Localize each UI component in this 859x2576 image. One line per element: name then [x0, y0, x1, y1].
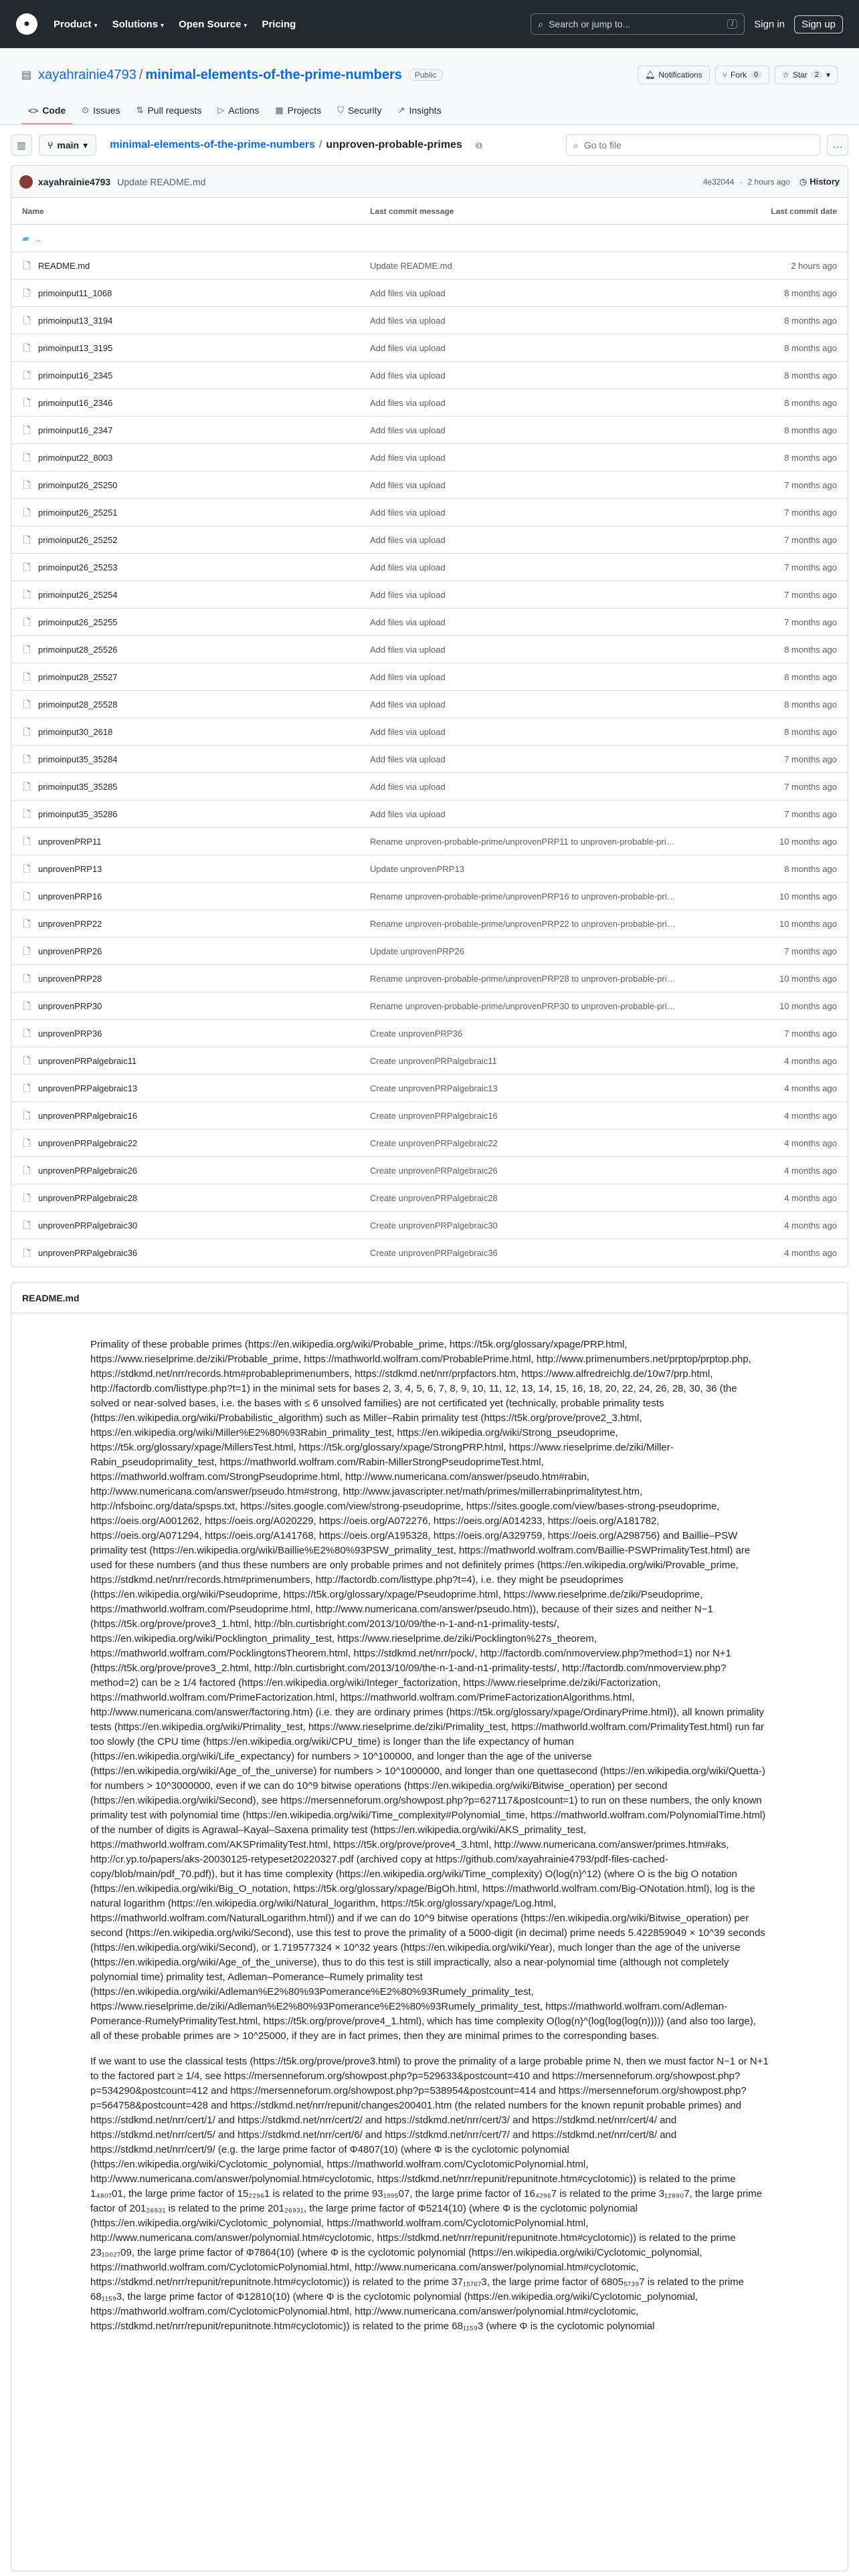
file-icon: 🗋︎ — [23, 397, 31, 408]
file-icon: 🗋︎ — [23, 1247, 31, 1259]
file-commit-message[interactable]: Add files via upload — [370, 425, 446, 435]
history-label: History — [809, 177, 840, 187]
tab-label: Pull requests — [147, 105, 202, 116]
column-header-message: Last commit message — [370, 206, 454, 216]
parent-directory-link[interactable]: .. — [35, 233, 41, 243]
file-icon: 🗋︎ — [23, 562, 31, 572]
chevron-down-icon: ▾ — [94, 21, 98, 29]
table-row[interactable] — [11, 389, 848, 417]
repo-name-link[interactable]: minimal-elements-of-the-prime-numbers — [145, 67, 402, 82]
file-commit-message[interactable]: Update unprovenPRP26 — [370, 946, 464, 956]
file-commit-date: 8 months ago — [784, 644, 837, 655]
go-to-file-placeholder: Go to file — [583, 140, 622, 150]
file-name-link[interactable]: unprovenPRPalgebraic11 — [38, 1055, 137, 1066]
tab-label: Issues — [93, 105, 120, 116]
readme-content — [11, 1313, 848, 2334]
file-commit-message[interactable]: Update unprovenPRP13 — [370, 863, 464, 874]
file-name-link[interactable]: primoinput13_3195 — [38, 342, 113, 353]
file-commit-message[interactable]: Create unprovenPRPalgebraic22 — [370, 1138, 498, 1148]
file-commit-date: 10 months ago — [779, 1000, 837, 1011]
bell-icon: 🔔︎ — [645, 70, 656, 80]
chevron-down-icon: ▾ — [83, 139, 88, 150]
table-row[interactable] — [11, 773, 848, 800]
file-name-link[interactable]: unprovenPRPalgebraic36 — [38, 1248, 138, 1258]
file-icon: 🗋︎ — [23, 1055, 31, 1066]
repo-separator: / — [138, 67, 143, 82]
file-commit-message[interactable]: Add files via upload — [370, 589, 446, 600]
sidebar-toggle-icon[interactable]: ▥ — [11, 134, 32, 156]
sign-in-link[interactable]: Sign in — [754, 18, 785, 30]
table-row[interactable] — [11, 252, 848, 280]
table-row[interactable] — [11, 800, 848, 828]
file-rows — [11, 252, 848, 1267]
file-commit-date: 8 months ago — [784, 315, 837, 326]
table-row[interactable] — [11, 280, 848, 307]
file-commit-message[interactable]: Create unprovenPRPalgebraic28 — [370, 1192, 498, 1203]
search-shortcut-key: / — [727, 19, 737, 29]
file-name-link[interactable]: primoinput28_25527 — [38, 671, 118, 682]
readme-paragraph: If we want to use the classical tests (https://t5k.org/prove/prove3.html) to prove the primality of a large probable prime N, then we must factor N−1 or N+1 to the factored part ≥ 1/4, see https://mersenneforum.org/showpost.php?p=529633&postcount=410 and https://mersenneforum.org/showpost.php?p=534290&postcount=412 and https://mersenneforum.org/showpost.php?p=538954&postcount=414 and https://mersenneforum.org/showpost.php?p=564758&postcount=428 and https://stdkmd.net/nrr/repunit/changes200401.htm (the related numbers for the known repunit probable primes) and https://stdkmd.net/nrr/cert/1/ and https://stdkmd.net/nrr/cert/2/ and https://stdkmd.net/nrr/cert/3/ and https://stdkmd.net/nrr/cert/4/ and https://stdkmd.net/nrr/cert/5/ and https://stdkmd.net/nrr/cert/6/ and https://stdkmd.net/nrr/cert/7/ and https://stdkmd.net/nrr/cert/8/ and https://stdkmd.net/nrr/cert/9/ (e.g. the large prime factor of Φ4807(10) (where Φ is the cyclotomic polynomial (https://en.wikipedia.org/wiki/Cyclotomic_polynomial, https://mathworld.wolfram.com/CyclotomicPolynomial.html, http://www.numericana.com/answer/polynomial.htm#cyclotomic, https://stdkmd.net/nrr/repunit/repunitnote.htm#cyclotomic)) is related to the prime 1₄₈₀₇01, the large prime factor of 15₂₂₉₆1 is related to the prime 93₁₉₉₅07, the large prime factor of 16₄₂₉₆7 is related to the prime 3₁₂₈₉₀7, the large prime factor of 201₂₆₉₃₁ is related to the prime 201₂₆₉₃₁, the large prime factor of Φ5214(10) (where Φ is the cyclotomic polynomial (https://en.wikipedia.org/wiki/Cyclotomic_polynomial, https://mathworld.wolfram.com/CyclotomicPolynomial.html, http://www.numericana.com/answer/polynomial.htm#cyclotomic, https://stdkmd.net/nrr/repunit/repunitnote.htm#cyclotomic)) is related to the prime 23₁₀₀₂₇09, the large prime factor of Φ7864(10) (where Φ is the cyclotomic polynomial (https://en.wikipedia.org/wiki/Cyclotomic_polynomial, https://mathworld.wolfram.com/CyclotomicPolynomial.html, http://www.numericana.com/answer/polynomial.htm#cyclotomic, https://stdkmd.net/nrr/repunit/repunitnote.htm#cyclotomic)) is related to the prime 37₁₅₇₆₇3, the large prime factor of 6805₅₇₃₉7 is related to the prime 68₁₁₅₉3, the large prime factor of Φ12810(10) (where Φ is the cyclotomic polynomial (https://en.wikipedia.org/wiki/Cyclotomic_polynomial, https://mathworld.wolfram.com/CyclotomicPolynomial.html, http://www.numericana.com/answer/polynomial.htm#cyclotomic, https://stdkmd.net/nrr/repunit/repunitnote.htm#cyclotomic)) is related to the prime 68₁₁₅₉3 (where Φ is the cyclotomic polynomial — [90, 2056, 769, 2332]
file-name-link[interactable]: primoinput35_35286 — [38, 809, 118, 819]
file-commit-date: 8 months ago — [784, 671, 837, 682]
table-row[interactable] — [11, 691, 848, 718]
repo-tabs — [21, 98, 838, 124]
file-commit-message[interactable]: Rename unproven-probable-prime/unprovenPRP16 to unproven-probable-pri… — [370, 891, 676, 901]
file-commit-date: 10 months ago — [779, 891, 837, 901]
file-commit-date: 7 months ago — [784, 534, 837, 545]
file-name-link[interactable]: unprovenPRPalgebraic16 — [38, 1110, 138, 1121]
file-commit-date: 7 months ago — [784, 507, 837, 518]
file-commit-date: 10 months ago — [779, 973, 837, 984]
parent-directory-row[interactable] — [11, 225, 848, 252]
file-name-link[interactable]: unprovenPRP13 — [38, 863, 102, 874]
play-icon: ▷ — [217, 105, 225, 115]
tab-security[interactable] — [330, 98, 388, 124]
file-icon: 🗋︎ — [23, 726, 31, 737]
file-commit-date: 8 months ago — [784, 726, 837, 737]
table-row[interactable] — [11, 910, 848, 938]
file-name-link[interactable]: unprovenPRP11 — [38, 836, 102, 847]
file-commit-date: 8 months ago — [784, 452, 837, 463]
file-name-link[interactable]: primoinput16_2347 — [38, 425, 113, 435]
fork-icon: ⑂ — [722, 70, 727, 80]
fork-label: Fork — [730, 70, 747, 80]
file-commit-date: 8 months ago — [784, 370, 837, 381]
file-commit-message[interactable]: Add files via upload — [370, 809, 446, 819]
file-commit-message[interactable]: Add files via upload — [370, 617, 446, 627]
file-icon: 🗋︎ — [23, 315, 31, 326]
graph-icon: ↗ — [397, 105, 405, 115]
file-icon: 🗋︎ — [23, 1083, 31, 1093]
tab-projects[interactable] — [268, 98, 328, 124]
more-options-icon[interactable]: … — [827, 134, 848, 156]
history-button[interactable] — [799, 177, 840, 187]
file-commit-message[interactable]: Create unprovenPRPalgebraic11 — [370, 1055, 497, 1066]
nav-solutions[interactable]: Solutions ▾ — [112, 18, 165, 30]
file-name-link[interactable]: primoinput22_8003 — [38, 452, 113, 463]
star-label: Star — [792, 70, 807, 80]
file-icon: 🗋︎ — [23, 260, 31, 271]
file-commit-date: 4 months ago — [784, 1192, 837, 1203]
file-commit-message[interactable]: Add files via upload — [370, 671, 446, 682]
file-icon: 🗋︎ — [23, 754, 31, 764]
file-commit-message[interactable]: Rename unproven-probable-prime/unprovenPRP22 to unproven-probable-pri… — [370, 918, 676, 929]
star-button[interactable] — [775, 66, 838, 84]
chevron-down-icon: ▾ — [244, 21, 248, 29]
table-row[interactable] — [11, 417, 848, 444]
tab-actions[interactable] — [211, 98, 266, 124]
table-row[interactable] — [11, 1239, 848, 1267]
file-commit-message[interactable]: Add files via upload — [370, 781, 446, 792]
github-logo-icon[interactable]: ● — [16, 13, 37, 35]
nav-product[interactable]: Product ▾ — [54, 18, 98, 30]
repo-header — [0, 48, 859, 125]
table-row[interactable] — [11, 718, 848, 746]
file-commit-message[interactable]: Add files via upload — [370, 726, 446, 737]
file-commit-date: 8 months ago — [784, 397, 837, 408]
readme-paragraph: Primality of these probable primes (https://en.wikipedia.org/wiki/Probable_prime, https://t5k.org/glossary/xpage/PRP.html, https://www.rieselprime.de/ziki/Probable_prime, https://mathworld.wolfram.com/ProbablePrime.html, http://www.primenumbers.net/prptop/prptop.php, https://stdkmd.net/nrr/records.htm#probableprimenumbers, https://stdkmd.net/nrr/prpfactors.htm, https://www.alfredreichlg.de/10w7/prp.html, http://factordb.com/listtype.php?t=1) in the minimal sets for bases 2, 3, 4, 5, 6, 7, 8, 9, 10, 11, 12, 13, 14, 15, 16, 18, 20, 22, 24, 26, 28, 30, 36 (the solved or near-solved bases, i.e. the bases with ≤ 6 unsolved families) are not certificated yet (technically, probable primality tests (https://en.wikipedia.org/wiki/Probabilistic_algorithm) such as Miller–Rabin primality test (https://t5k.org/prove/prove2_3.html, https://en.wikipedia.org/wiki/Miller%E2%80%93Rabin_primality_test, https://en.wikipedia.org/wiki/Strong_pseudoprime, https://t5k.org/glossary/xpage/MillersTest.html, https://t5k.org/glossary/xpage/StrongPRP.html, https://www.rieselprime.de/ziki/Miller-Rabin_pseudoprimality_test, https://mathworld.wolfram.com/Rabin-MillerStrongPseudoprimeTest.html, https://mathworld.wolfram.com/StrongPseudoprime.html, http://www.numericana.com/answer/pseudo.htm#rabin, http://www.numericana.com/answer/pseudo.htm#strong, http://www.javascripter.net/math/primes/millerrabinprimalitytest.htm, http://nfsboinc.org/data/spsps.txt, https://sites.google.com/view/strong-pseudoprime, https://sites.google.com/view/bases-strong-pseudoprime, https://oeis.org/A001262, https://oeis.org/A020229, https://oeis.org/A072276, https://oeis.org/A014233, https://oeis.org/A181782, https://oeis.org/A071294, https://oeis.org/A141768, https://oeis.org/A195328, https://oeis.org/A329759, https://oeis.org/A298756) and Baillie–PSW primality test (https://en.wikipedia.org/wiki/Baillie%E2%80%93PSW_primality_test, https://mathworld.wolfram.com/Baillie-PSWPrimalityTest.html) are used for these numbers (and thus these numbers are only probable primes and not definitely primes (https://en.wikipedia.org/wiki/Provable_prime, https://stdkmd.net/nrr/records.htm#primenumbers, http://factordb.com/listtype.php?t=4), i.e. they might be pseudoprimes (https://en.wikipedia.org/wiki/Pseudoprime, https://t5k.org/glossary/xpage/Pseudoprime.html, https://www.rieselprime.de/ziki/Pseudoprime, https://mathworld.wolfram.com/Pseudoprime.html, http://www.numericana.com/answer/pseudo.htm)), because of their sizes and neither N−1 (https://t5k.org/prove/prove3_1.html, http://bln.curtisbright.com/2013/10/09/the-n-1-and-n1-primality-tests/, https://en.wikipedia.org/wiki/Pocklington_primality_test, https://www.rieselprime.de/ziki/Pocklington%27s_theorem, https://mathworld.wolfram.com/PocklingtonsTheorem.html, https://stdkmd.net/nrr/pock/, http://factordb.com/nmoverview.php?method=1) nor N+1 (https://t5k.org/prove/prove3_2.html, http://bln.curtisbright.com/2013/10/09/the-n-1-and-n1-primality-tests/, http://factordb.com/nmoverview.php?method=2) can be ≥ 1/4 factored (https://en.wikipedia.org/wiki/Integer_factorization, https://www.rieselprime.de/ziki/Factorization, https://mathworld.wolfram.com/PrimeFactorization.html, https://mathworld.wolfram.com/PrimeFactorizationAlgorithms.html, http://www.numericana.com/answer/factoring.htm) (i.e. they are ordinary primes (https://t5k.org/glossary/xpage/OrdinaryPrime.html)), all known primality tests (https://en.wikipedia.org/wiki/Primality_test, https://www.rieselprime.de/ziki/Primality_test, https://mathworld.wolfram.com/PrimalityTest.html) run far too slowly (the CPU time (https://en.wikipedia.org/wiki/CPU_time) is longer than the life expectancy of human (https://en.wikipedia.org/wiki/Life_expectancy) for numbers > 10^100000, and longer than the age of the universe (https://en.wikipedia.org/wiki/Age_of_the_universe) for numbers > 10^1000000, and longer than one quettasecond (https://en.wikipedia.org/wiki/Quetta-) for numbers > 10^3000000, even if we can do 10^9 bitwise operations (https://en.wikipedia.org/wiki/Bitwise_operation) per second (https://en.wikipedia.org/wiki/Second), see https://mersenneforum.org/showpost.php?p=627117&postcount=1) to run on these numbers, the only known primality test with polynomial time (https://en.wikipedia.org/wiki/Time_complexity#Polynomial_time, https://mathworld.wolfram.com/PolynomialTime.html) of the number of digits is Agrawal–Kayal–Saxena primality test (https://en.wikipedia.org/wiki/AKS_primality_test, https://mathworld.wolfram.com/AKSPrimalityTest.html, https://t5k.org/prove/prove4_3.html, http://www.numericana.com/answer/primes.htm#aks, http://cr.yp.to/papers/aks-20030125-retypeset20220327.pdf (archived copy at https://github.com/xayahrainie4793/pdf-files-cached-copy/blob/main/pdf_70.pdf)), but it has time complexity (https://en.wikipedia.org/wiki/Time_complexity) O(log(n)^12) (where O is the big O notation (https://en.wikipedia.org/wiki/Big_O_notation, https://t5k.org/glossary/xpage/BigOh.html, https://mathworld.wolfram.com/Big-ONotation.html), log is the natural logarithm (https://en.wikipedia.org/wiki/Natural_logarithm, https://t5k.org/glossary/xpage/Log.html, https://mathworld.wolfram.com/NaturalLogarithm.html)) and if we can do 10^9 bitwise operations (https://en.wikipedia.org/wiki/Bitwise_operation) per second (https://en.wikipedia.org/wiki/Second), use this test to prove the primality of a 5000-digit (in decimal) prime needs 5.422859049 × 10^39 seconds (https://en.wikipedia.org/wiki/Second), or 1.719577324 × 10^32 years (https://en.wikipedia.org/wiki/Year), much longer than the age of the universe (https://en.wikipedia.org/wiki/Age_of_the_universe), thus to do this test is still impractically, also a near-polynomial time (although not completely polynomial time) primality test, Adleman–Pomerance–Rumely primality test (https://en.wikipedia.org/wiki/Adleman%E2%80%93Pomerance%E2%80%93Rumely_primality_test, https://www.rieselprime.de/ziki/Adleman%E2%80%93Pomerance%E2%80%93Rumely_primality_test, https://mathworld.wolfram.com/Adleman-Pomerance-RumelyPrimalityTest.html, https://t5k.org/prove/prove4_1.html), which has time complexity O(log(n)^(log(log(log(n))))) (and also too large), all of these probable primes are > 10^25000, if they are in fact primes, then they are minimal primes to the corresponding bases. — [90, 1339, 766, 2042]
notifications-button[interactable] — [638, 66, 710, 84]
branch-label: main — [57, 140, 80, 150]
file-name-link[interactable]: unprovenPRP22 — [38, 918, 102, 929]
file-commit-date: 4 months ago — [784, 1165, 837, 1176]
tab-code[interactable] — [21, 98, 72, 124]
table-row[interactable] — [11, 1130, 848, 1157]
repo-owner-link[interactable]: xayahrainie4793 — [38, 67, 136, 82]
table-row[interactable] — [11, 362, 848, 389]
table-row[interactable] — [11, 636, 848, 663]
file-commit-message[interactable]: Rename unproven-probable-prime/unprovenPRP11 to unproven-probable-pri… — [370, 836, 675, 847]
file-commit-message[interactable]: Add files via upload — [370, 562, 446, 572]
breadcrumb-current: unproven-probable-primes — [326, 139, 462, 150]
file-icon: 🗋︎ — [23, 452, 31, 463]
file-commit-message[interactable]: Add files via upload — [370, 452, 446, 463]
star-count: 2 — [811, 71, 823, 79]
file-name-link[interactable]: primoinput26_25251 — [38, 507, 118, 518]
fork-count: 0 — [750, 71, 762, 79]
file-name-link[interactable]: primoinput26_25252 — [38, 534, 118, 545]
table-icon: ▦ — [275, 105, 284, 115]
table-row[interactable] — [11, 526, 848, 554]
visibility-badge: Public — [409, 69, 443, 81]
file-icon: 🗋︎ — [23, 918, 31, 929]
folder-icon: ▰ — [22, 232, 29, 243]
file-name-link[interactable]: unprovenPRP16 — [38, 891, 102, 901]
file-icon: 🗋︎ — [23, 342, 31, 353]
file-commit-message[interactable]: Add files via upload — [370, 754, 446, 764]
file-name-link[interactable]: primoinput16_2346 — [38, 397, 113, 408]
file-name-link[interactable]: primoinput35_35284 — [38, 754, 118, 764]
file-icon: 🗋︎ — [23, 1192, 31, 1203]
file-name-link[interactable]: unprovenPRPalgebraic13 — [38, 1083, 138, 1093]
file-commit-date: 2 hours ago — [791, 260, 837, 271]
file-commit-date: 4 months ago — [784, 1110, 837, 1121]
tab-pull-requests[interactable] — [130, 98, 209, 124]
file-commit-message[interactable]: Create unprovenPRPalgebraic26 — [370, 1165, 498, 1176]
commit-hash[interactable]: 4e32044 — [702, 177, 735, 187]
table-row[interactable] — [11, 307, 848, 334]
table-row[interactable] — [11, 471, 848, 499]
file-commit-message[interactable]: Create unprovenPRPalgebraic36 — [370, 1248, 498, 1258]
file-commit-date: 7 months ago — [784, 1028, 837, 1039]
file-name-link[interactable]: primoinput26_25253 — [38, 562, 118, 572]
file-commit-message[interactable]: Create unprovenPRPalgebraic30 — [370, 1220, 498, 1230]
column-header-date: Last commit date — [771, 206, 837, 216]
tab-label: Security — [347, 105, 382, 116]
file-commit-message[interactable]: Add files via upload — [370, 370, 446, 381]
file-icon: 🗋︎ — [23, 589, 31, 600]
global-search-input[interactable] — [531, 13, 745, 35]
pull-request-icon: ⇅ — [136, 105, 144, 115]
file-icon: 🗋︎ — [23, 288, 31, 298]
file-commit-message[interactable]: Create unprovenPRPalgebraic13 — [370, 1083, 498, 1093]
file-commit-message[interactable]: Rename unproven-probable-prime/unprovenPRP30 to unproven-probable-pri… — [370, 1000, 676, 1011]
file-list — [11, 165, 848, 1267]
fork-button[interactable] — [715, 66, 769, 84]
tab-insights[interactable] — [391, 98, 448, 124]
table-row[interactable] — [11, 828, 848, 855]
table-row[interactable] — [11, 554, 848, 581]
file-name-link[interactable]: unprovenPRP26 — [38, 946, 102, 956]
table-row[interactable] — [11, 855, 848, 883]
code-icon: <> — [28, 105, 39, 116]
commit-message[interactable]: Update README.md — [117, 176, 206, 187]
file-name-link[interactable]: unprovenPRP28 — [38, 973, 102, 984]
file-commit-date: 8 months ago — [784, 699, 837, 710]
file-icon: 🗋︎ — [23, 1165, 31, 1176]
search-icon: ⌕ — [538, 18, 544, 29]
readme-panel — [11, 1282, 848, 2571]
file-commit-message[interactable]: Create unprovenPRPalgebraic16 — [370, 1110, 498, 1121]
file-commit-date: 8 months ago — [784, 288, 837, 298]
file-icon: 🗋︎ — [23, 891, 31, 901]
table-row[interactable] — [11, 938, 848, 965]
search-placeholder: Search or jump to... — [549, 19, 631, 29]
table-row[interactable] — [11, 746, 848, 773]
file-commit-date: 8 months ago — [784, 863, 837, 874]
table-row[interactable] — [11, 1102, 848, 1130]
table-row[interactable] — [11, 992, 848, 1020]
file-commit-date: 7 months ago — [784, 809, 837, 819]
file-commit-message[interactable]: Add files via upload — [370, 288, 446, 298]
table-row[interactable] — [11, 883, 848, 910]
column-header-name: Name — [22, 206, 44, 216]
clock-icon: ◷ — [799, 176, 807, 187]
file-name-link[interactable]: primoinput11_1068 — [38, 288, 112, 298]
file-icon: 🗋︎ — [23, 781, 31, 792]
tab-issues[interactable] — [75, 98, 126, 124]
table-row[interactable] — [11, 444, 848, 471]
file-name-link[interactable]: unprovenPRP30 — [38, 1000, 102, 1011]
file-commit-message[interactable]: Update README.md — [370, 260, 452, 271]
file-name-link[interactable]: README.md — [38, 260, 90, 271]
file-icon: 🗋︎ — [23, 479, 31, 490]
file-commit-date: 7 months ago — [784, 754, 837, 764]
issue-icon: ⊙ — [82, 105, 90, 115]
file-commit-date: 4 months ago — [784, 1220, 837, 1230]
global-nav — [54, 19, 296, 30]
notifications-label: Notifications — [658, 70, 702, 80]
file-icon: 🗋︎ — [23, 973, 31, 984]
file-commit-date: 4 months ago — [784, 1138, 837, 1148]
file-commit-date: 7 months ago — [784, 562, 837, 572]
table-header — [11, 198, 848, 225]
file-commit-message[interactable]: Add files via upload — [370, 479, 446, 490]
file-commit-date: 7 months ago — [784, 781, 837, 792]
file-icon: 🗋︎ — [23, 1000, 31, 1011]
file-commit-message[interactable]: Rename unproven-probable-prime/unprovenPRP28 to unproven-probable-pri… — [370, 973, 676, 984]
file-commit-date: 7 months ago — [784, 617, 837, 627]
file-commit-date: 4 months ago — [784, 1248, 837, 1258]
table-row[interactable] — [11, 1047, 848, 1075]
file-icon: 🗋︎ — [23, 534, 31, 545]
table-row[interactable] — [11, 581, 848, 609]
file-name-link[interactable]: primoinput13_3194 — [38, 315, 113, 326]
file-name-link[interactable]: primoinput30_2618 — [38, 726, 113, 737]
latest-commit-bar — [11, 166, 848, 198]
file-commit-message[interactable]: Add files via upload — [370, 699, 446, 710]
shield-icon: ⛉ — [337, 105, 344, 115]
file-commit-date: 8 months ago — [784, 342, 837, 353]
table-row[interactable] — [11, 965, 848, 992]
file-icon: 🗋︎ — [23, 644, 31, 655]
file-icon: 🗋︎ — [23, 507, 31, 518]
breadcrumb — [110, 139, 462, 151]
file-icon: 🗋︎ — [23, 1028, 31, 1039]
file-commit-date: 7 months ago — [784, 946, 837, 956]
file-commit-message[interactable]: Add files via upload — [370, 534, 446, 545]
file-name-link[interactable]: primoinput28_25528 — [38, 699, 118, 710]
nav-pricing[interactable]: Pricing — [262, 18, 296, 30]
go-to-file-input[interactable] — [566, 134, 820, 156]
file-commit-date: 4 months ago — [784, 1083, 837, 1093]
commit-author[interactable]: xayahrainie4793 — [38, 176, 111, 187]
file-commit-date: 4 months ago — [784, 1055, 837, 1066]
branch-select-button[interactable] — [39, 134, 96, 156]
file-commit-message[interactable]: Add files via upload — [370, 342, 446, 353]
star-icon: ☆ — [782, 70, 789, 80]
commit-time: 2 hours ago — [747, 177, 790, 187]
file-name-link[interactable]: unprovenPRPalgebraic30 — [38, 1220, 138, 1230]
chevron-down-icon[interactable]: ▾ — [826, 70, 830, 80]
file-commit-message[interactable]: Add files via upload — [370, 315, 446, 326]
tab-label: Actions — [228, 105, 260, 116]
search-icon: ⌕ — [573, 139, 579, 150]
file-name-link[interactable]: primoinput26_25250 — [38, 479, 118, 490]
file-commit-date: 10 months ago — [779, 836, 837, 847]
file-icon: 🗋︎ — [23, 836, 31, 847]
file-icon: 🗋︎ — [23, 617, 31, 627]
table-row[interactable] — [11, 1020, 848, 1047]
file-icon: 🗋︎ — [23, 699, 31, 710]
file-name-link[interactable]: unprovenPRPalgebraic28 — [38, 1192, 138, 1203]
avatar[interactable] — [19, 175, 33, 189]
file-icon: 🗋︎ — [23, 809, 31, 819]
repo-icon: ▤ — [21, 70, 32, 81]
commit-dot: · — [739, 177, 743, 187]
file-name-link[interactable]: unprovenPRPalgebraic22 — [38, 1138, 138, 1148]
file-icon: 🗋︎ — [23, 1110, 31, 1121]
file-name-link[interactable]: primoinput28_25526 — [38, 644, 118, 655]
table-row[interactable] — [11, 1075, 848, 1102]
file-name-link[interactable]: primoinput26_25255 — [38, 617, 118, 627]
file-commit-message[interactable]: Create unprovenPRP36 — [370, 1028, 463, 1039]
file-commit-date: 8 months ago — [784, 425, 837, 435]
file-commit-date: 7 months ago — [784, 479, 837, 490]
file-icon: 🗋︎ — [23, 863, 31, 874]
table-row[interactable] — [11, 1212, 848, 1239]
file-name-link[interactable]: primoinput16_2345 — [38, 370, 113, 381]
table-row[interactable] — [11, 1157, 848, 1184]
file-icon: 🗋︎ — [23, 671, 31, 682]
file-nav-bar — [0, 125, 859, 165]
file-name-link[interactable]: primoinput26_25254 — [38, 589, 118, 600]
table-row[interactable] — [11, 1184, 848, 1212]
file-commit-date: 10 months ago — [779, 918, 837, 929]
global-header — [0, 0, 859, 48]
tab-label: Insights — [409, 105, 442, 116]
table-row[interactable] — [11, 609, 848, 636]
file-icon: 🗋︎ — [23, 1220, 31, 1230]
file-commit-date: 7 months ago — [784, 589, 837, 600]
file-icon: 🗋︎ — [23, 1138, 31, 1148]
file-commit-message[interactable]: Add files via upload — [370, 644, 446, 655]
file-name-link[interactable]: primoinput35_35285 — [38, 781, 118, 792]
file-name-link[interactable]: unprovenPRPalgebraic26 — [38, 1165, 138, 1176]
table-row[interactable] — [11, 499, 848, 526]
file-commit-message[interactable]: Add files via upload — [370, 397, 446, 408]
tab-label: Code — [42, 105, 66, 116]
table-row[interactable] — [11, 663, 848, 691]
breadcrumb-repo-link[interactable]: minimal-elements-of-the-prime-numbers — [110, 139, 315, 150]
nav-open-source[interactable]: Open Source ▾ — [179, 18, 248, 30]
tab-label: Projects — [287, 105, 322, 116]
file-commit-message[interactable]: Add files via upload — [370, 507, 446, 518]
readme-title[interactable]: README.md — [11, 1283, 848, 1313]
file-name-link[interactable]: unprovenPRP36 — [38, 1028, 102, 1039]
file-icon: 🗋︎ — [23, 946, 31, 956]
branch-icon: ⑂ — [47, 140, 54, 150]
sign-up-button[interactable]: Sign up — [794, 15, 843, 33]
file-icon: 🗋︎ — [23, 425, 31, 435]
copy-path-icon[interactable]: ⧉ — [475, 139, 482, 150]
chevron-down-icon: ▾ — [161, 21, 165, 29]
file-icon: 🗋︎ — [23, 370, 31, 381]
breadcrumb-separator: / — [318, 139, 322, 150]
table-row[interactable] — [11, 334, 848, 362]
